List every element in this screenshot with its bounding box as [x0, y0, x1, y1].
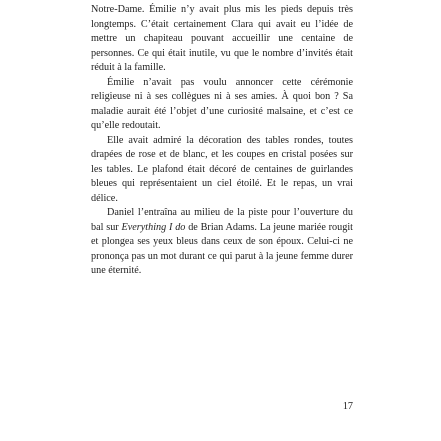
paragraph-1	[91, 3, 353, 76]
body-text	[91, 3, 353, 279]
paragraph-2	[91, 76, 353, 134]
paragraph-1-text: Notre-Dame. Émilie n’y avait plus mis les pieds depuis très longtemps. C’était certainement Clara qui avait eu l’idée de mettre un chapiteau pouvant accueillir une centaine de personnes. Ce qui était inutile, vu que le nombre d’invités était réduit à la famille.	[91, 4, 353, 73]
paragraph-4	[91, 206, 353, 279]
paragraph-4-text-after: de Brian Adams. La jeune mariée rougit et plongea ses yeux bleus dans ceux de son époux. Celui-ci ne prononça pas un mot durant ce qui parut à la jeune femme durer une éternité.	[91, 221, 353, 276]
paragraph-3	[91, 134, 353, 207]
page-number: 17	[342, 401, 353, 412]
paragraph-4-text-before: Daniel l’entraîna au milieu de la piste pour l’ouverture du bal sur	[91, 207, 353, 233]
song-title: Everything I do	[121, 221, 186, 233]
paragraph-2-text: Émilie n’avait pas voulu annoncer cette cérémonie religieuse ni à ses collègues ni à ses amies. À quoi bon ? Sa maladie aurait été l’objet d’une curiosité malsaine, et c’est ce qu’elle redoutait.	[91, 76, 353, 131]
paragraph-3-text: Elle avait admiré la décoration des tables rondes, toutes drapées de rose et de blanc, et les coupes en cristal posées sur les tables. Le plafond était décoré de centaines de guirlandes bleues qui représentaient un ciel étoilé. Et le repas, un vrai délice.	[91, 134, 353, 204]
